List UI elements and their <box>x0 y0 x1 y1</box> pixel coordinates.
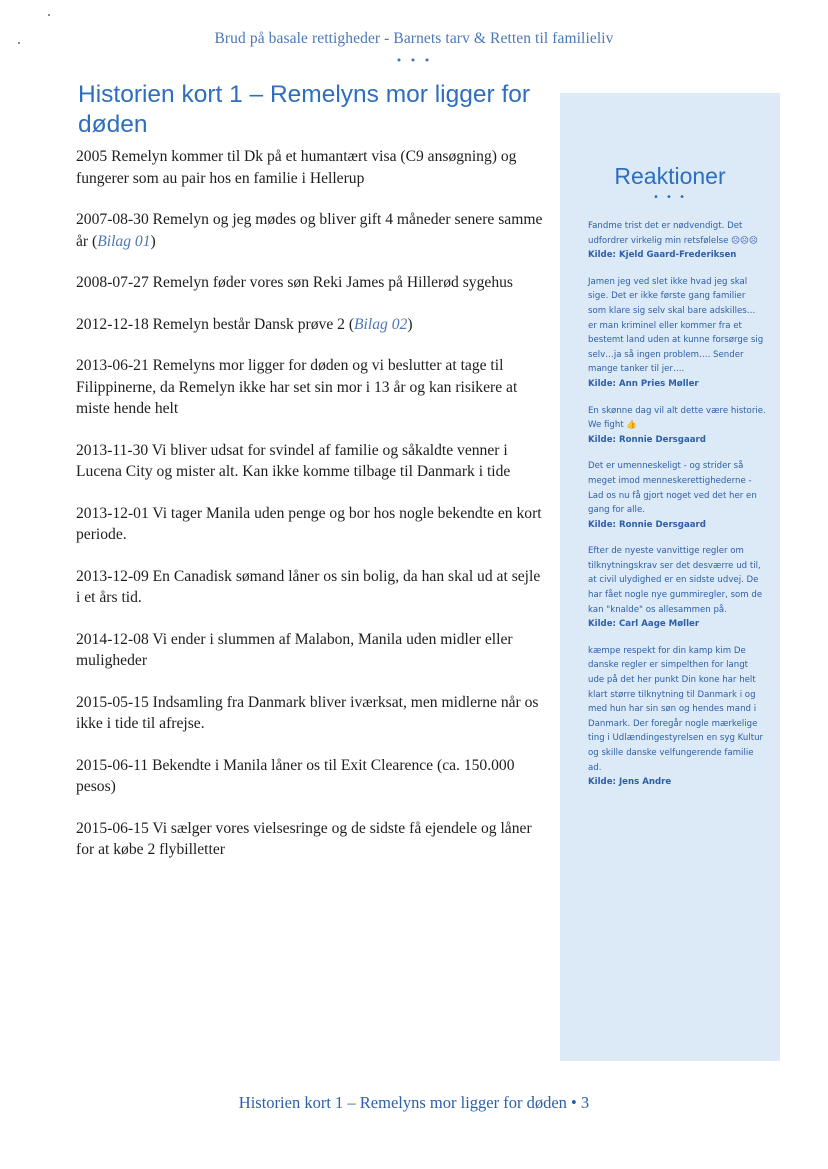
sidebar-dots: • • • <box>652 192 688 203</box>
reaction-text: Efter de nyeste vanvittige regler om tilknytningskrav ser det desværre ud til, at civil ulydighed er en sidste udvej. De har fået nogle nye gummiregler, som de kan "knalde" os allesammen på. <box>588 546 763 615</box>
entry-text: 2012-12-18 Remelyn består Dansk prøve 2 ( <box>76 315 355 333</box>
entry-text: 2014-12-08 Vi ender i slummen af Malabon, Manila uden midler eller muligheder <box>76 630 513 669</box>
reaction-list <box>588 219 766 802</box>
reaction-source: Kilde: Ronnie Dersgaard <box>588 434 706 445</box>
reaction-item <box>588 404 766 448</box>
page-title: Historien kort 1 – Remelyns mor ligger for døden <box>78 81 531 138</box>
entry-text: 2013-06-21 Remelyns mor ligger for døden og vi beslutter at tage til Filippinerne, da Remelyn ikke har set sin mor i 13 år og kan risikere at miste hende helt <box>76 357 518 417</box>
reaction-source: Kilde: Kjeld Gaard-Frederiksen <box>588 250 737 261</box>
scan-speck <box>48 14 50 16</box>
timeline-entry <box>76 440 546 483</box>
timeline-entry <box>76 818 546 861</box>
entry-text: 2007-08-30 Remelyn og jeg mødes og bliver gift 4 måneder senere samme år ( <box>76 211 543 250</box>
timeline-entry <box>76 629 546 672</box>
timeline-list <box>76 146 546 861</box>
entry-text: 2013-11-30 Vi bliver udsat for svindel af familie og såkaldte venner i Lucena City og mister alt. Kan ikke komme tilbage til Danmark i tide <box>76 441 511 480</box>
reaction-item <box>588 219 766 263</box>
header-dots: • • • <box>395 54 433 67</box>
entry-text: 2015-06-11 Bekendte i Manila låner os til Exit Clearence (ca. 150.000 pesos) <box>76 756 515 795</box>
reaction-source: Kilde: Jens Andre <box>588 777 672 788</box>
appendix-link[interactable]: Bilag 02 <box>354 315 408 333</box>
timeline-entry <box>76 503 546 546</box>
entry-text: 2015-06-15 Vi sælger vores vielsesringe og de sidste få ejendele og låner for at købe 2 flybilletter <box>76 819 532 858</box>
running-header: Brud på basale rettigheder - Barnets tarv & Retten til familieliv <box>214 30 614 47</box>
reaction-text: En skønne dag vil alt dette være historie. We fight 👍 <box>588 405 766 431</box>
entry-text: 2015-05-15 Indsamling fra Danmark bliver iværksat, men midlerne når os ikke i tide til afrejse. <box>76 693 539 732</box>
entry-text: 2008-07-27 Remelyn føder vores søn Reki James på Hillerød sygehus <box>76 274 513 291</box>
timeline-entry <box>76 209 546 252</box>
appendix-link[interactable]: Bilag 01 <box>97 232 151 250</box>
reaction-text: Det er umenneskeligt - og strider så meget imod menneskerettighederne - Lad os nu få gjort noget ved det her en gang for alle. <box>588 461 757 516</box>
reaction-source: Kilde: Carl Aage Møller <box>588 619 700 630</box>
page-footer: Historien kort 1 – Remelyns mor ligger for døden • 3 <box>238 1093 590 1112</box>
reaction-text: Jamen jeg ved slet ikke hvad jeg skal sige. Det er ikke første gang familier som klare sig selv skal bare adskilles… er man kriminel eller kommer fra et bestemt land uden at kunne forsørge sig selv…ja så ingen problem…. Sender mange tanker til jer…. <box>588 276 764 375</box>
entry-text: 2013-12-09 En Canadisk sømand låner os sin bolig, da han skal ud at sejle i et års tid. <box>76 567 541 606</box>
timeline-entry <box>76 692 546 735</box>
entry-text: 2005 Remelyn kommer til Dk på et humantært visa (C9 ansøgning) og fungerer som au pair hos en familie i Hellerup <box>76 148 517 187</box>
main-column <box>76 80 546 881</box>
reaction-text: Fandme trist det er nødvendigt. Det udfordrer virkelig min retsfølelse ☹☹☹ <box>588 221 758 246</box>
reactions-sidebar <box>560 93 780 1061</box>
timeline-entry <box>76 566 546 609</box>
timeline-entry <box>76 272 546 294</box>
reaction-source: Kilde: Ann Pries Møller <box>588 378 699 389</box>
timeline-entry <box>76 146 546 189</box>
entry-text-suffix: ) <box>150 232 156 250</box>
reaction-source: Kilde: Ronnie Dersgaard <box>588 519 706 530</box>
entry-text: 2013-12-01 Vi tager Manila uden penge og bor hos nogle bekendte en kort periode. <box>76 504 542 543</box>
reaction-text: kæmpe respekt for din kamp kim De danske regler er simpelthen for langt ude på det her punkt Din kone har helt klart større tilknytning til Danmark i og med hun har sin søn og hendes mand i Danmark. Der foregår nogle mærkelige ting i Udlændingestyrelsen en syg Kultur og skille danske velfungerende familie ad. <box>588 645 764 773</box>
timeline-entry <box>76 314 546 336</box>
reaction-item <box>588 459 766 532</box>
entry-text-suffix: ) <box>407 315 413 333</box>
timeline-entry <box>76 355 546 420</box>
reaction-item <box>588 544 766 632</box>
timeline-entry <box>76 755 546 798</box>
sidebar-title: Reaktioner <box>614 163 726 189</box>
reaction-item <box>588 644 766 790</box>
reaction-item <box>588 275 766 392</box>
